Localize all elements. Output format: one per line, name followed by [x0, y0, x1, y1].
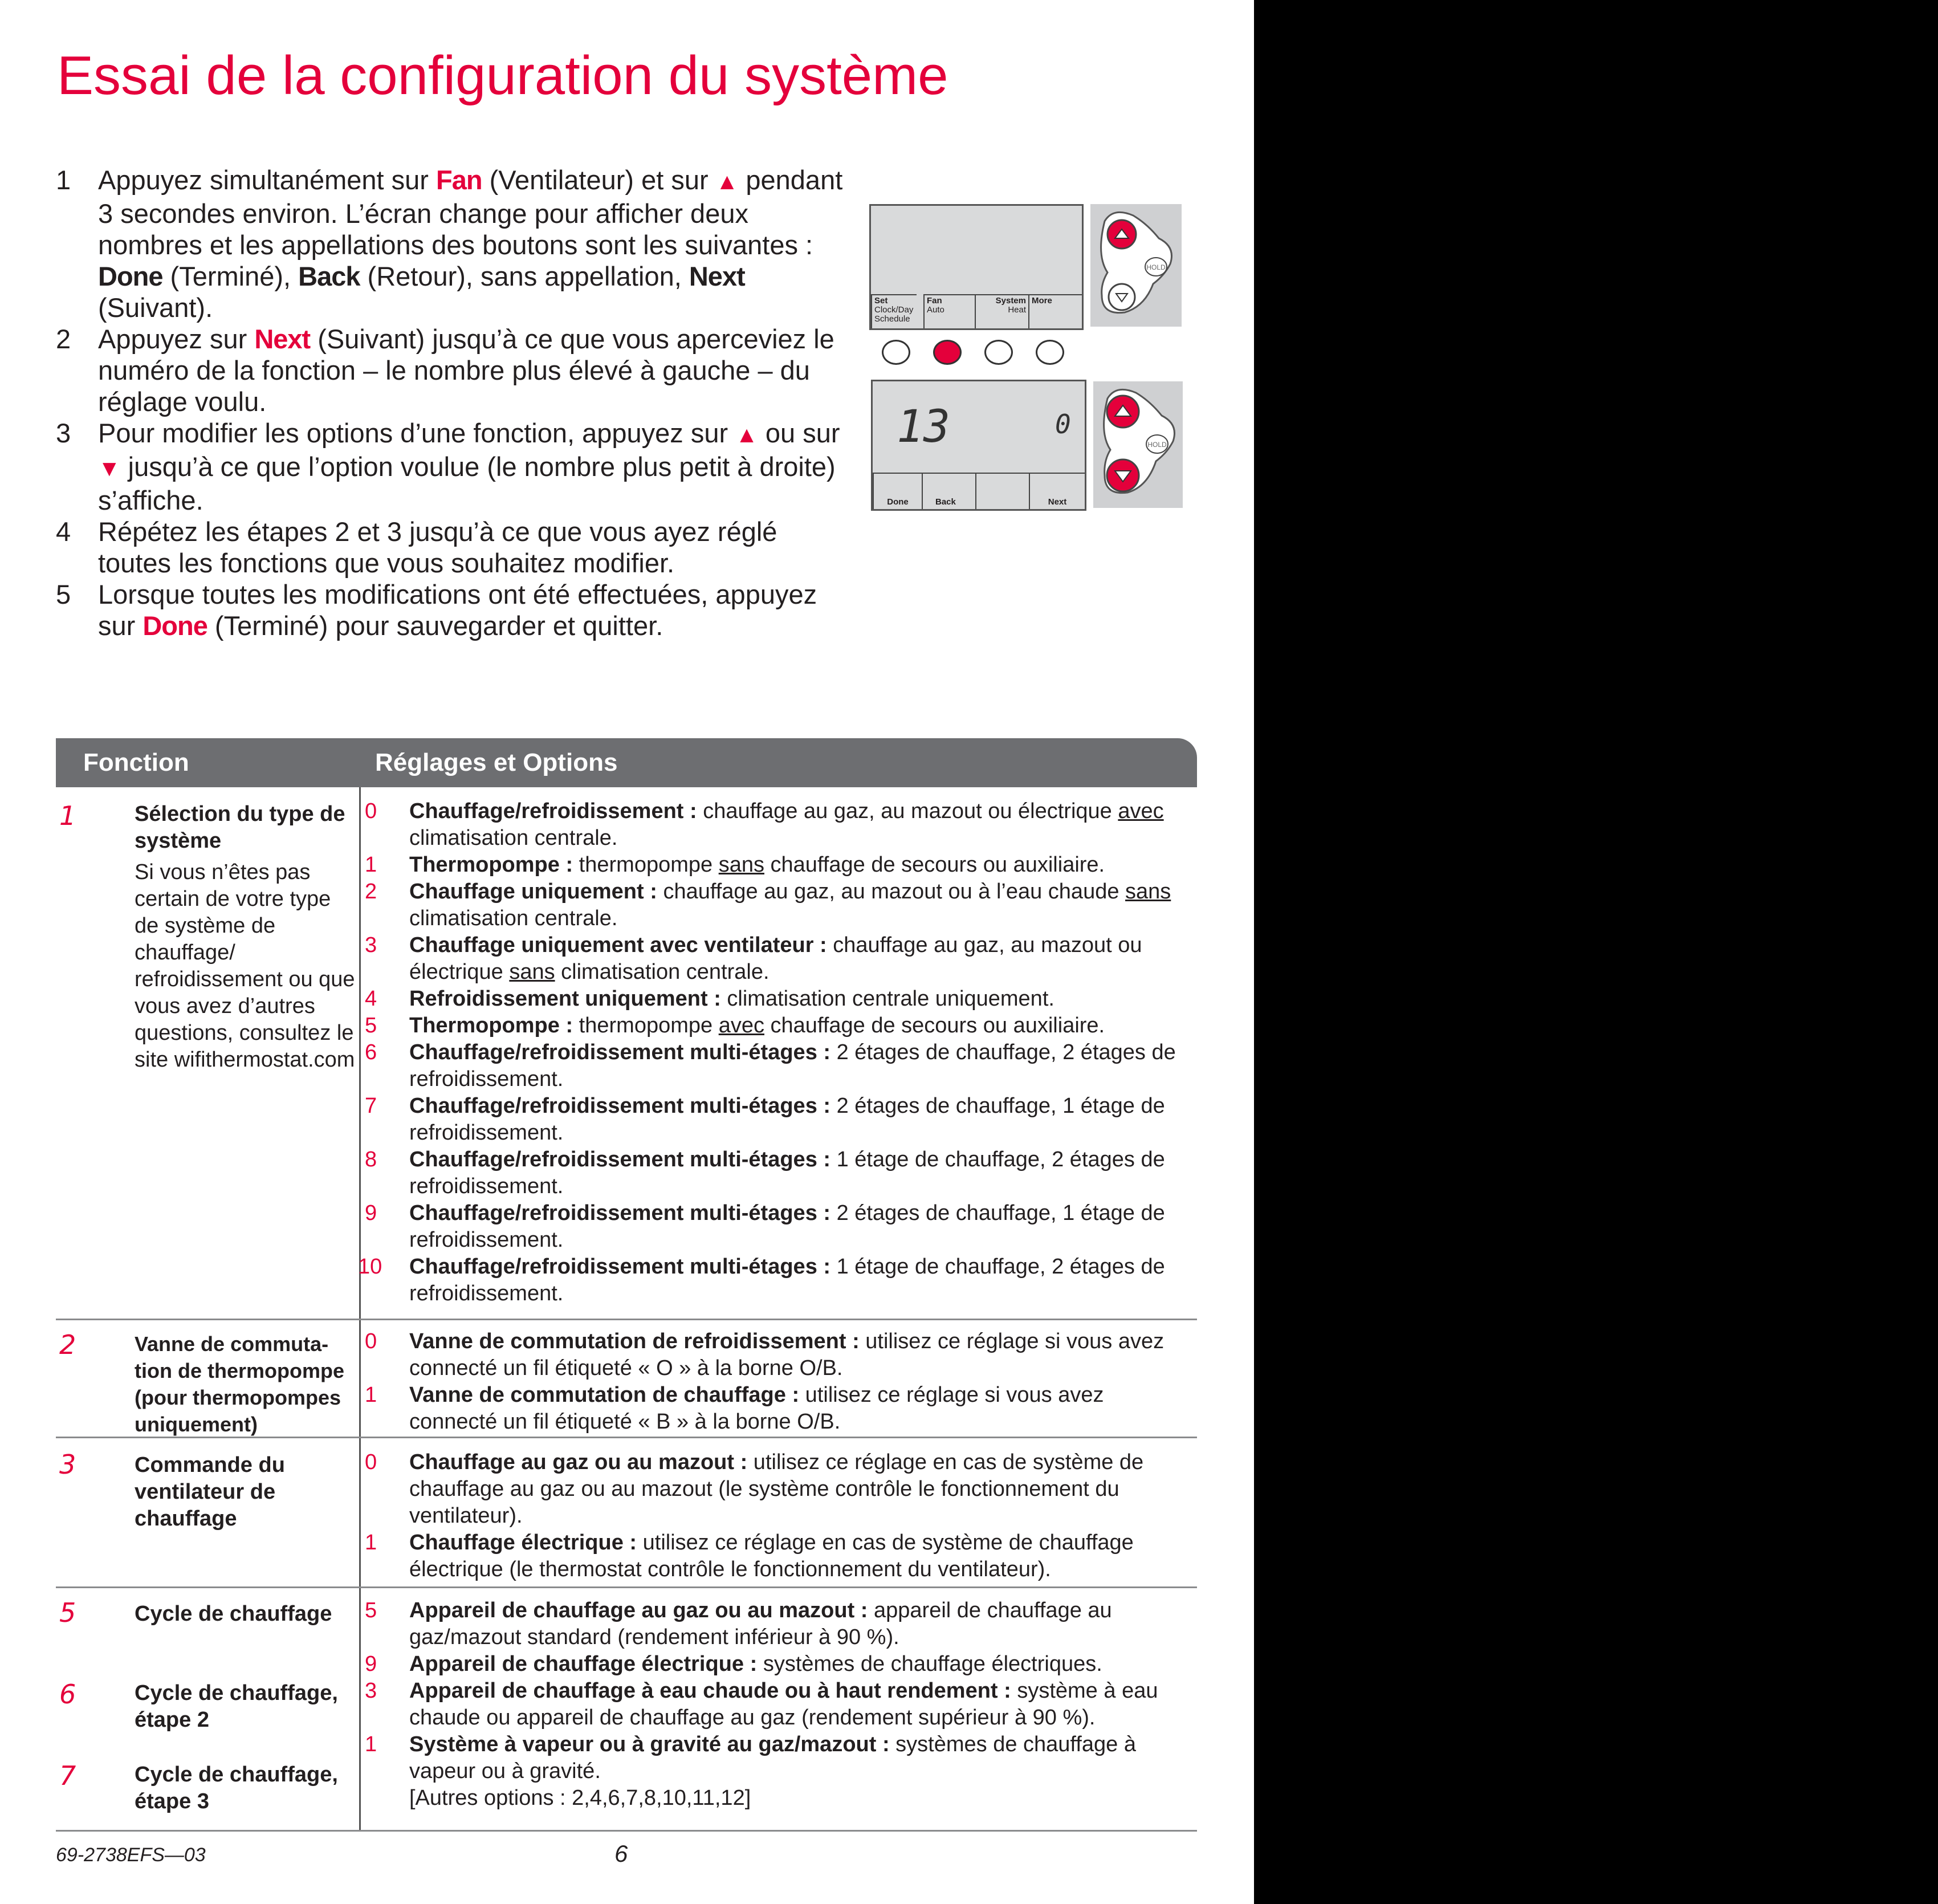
button-pad [1090, 204, 1182, 327]
option-number: 7 [365, 1094, 377, 1118]
option-description: utilisez ce réglage en cas de système de chauffage au gaz ou au mazout (le système contrôle le fonctionnement du ventilateur). [409, 1450, 1144, 1528]
thermostat-screen [871, 380, 1086, 511]
row-divider [56, 1437, 1197, 1438]
option-description: thermopompe avec chauffage de secours ou auxiliaire. [573, 1014, 1105, 1038]
down-button [1109, 284, 1135, 310]
options-list-2 [365, 1328, 1197, 1435]
step-number: 2 [56, 324, 71, 354]
function-name-3: Commande du ventilateur de chauffage [135, 1453, 285, 1531]
option-number: 8 [365, 1148, 377, 1171]
button-keyword: Done [98, 261, 163, 291]
column-divider [359, 787, 361, 1830]
softkey-button-3 [984, 340, 1013, 365]
button-keyword: Done [142, 611, 207, 641]
option-item [365, 852, 1197, 878]
up-arrow-icon: ▲ [735, 422, 758, 447]
option-item [365, 1039, 1197, 1093]
option-label: Vanne de commutation de chauffage : [409, 1383, 800, 1407]
option-label: Chauffage/refroidissement multi-étages : [409, 1255, 831, 1279]
option-item [365, 1200, 1197, 1254]
function-name-6: Cycle de chauffage, étape 2 [135, 1681, 338, 1732]
option-item [365, 878, 1197, 932]
function-number-1: 1 [59, 800, 76, 831]
option-number: 3 [365, 933, 377, 957]
button-keyword: Next [689, 261, 745, 291]
button-keyword: Fan [436, 165, 482, 195]
softkey-fan: Fan Auto [923, 294, 975, 328]
softkey-done: Done [873, 473, 922, 509]
updown-buttons [1090, 204, 1182, 327]
option-item [365, 1093, 1197, 1146]
option-number: 5 [365, 1014, 377, 1038]
svg-text:HOLD: HOLD [1146, 263, 1166, 271]
option-item [365, 798, 1197, 852]
option-label: Appareil de chauffage à eau chaude ou à haut rendement : [409, 1679, 1011, 1703]
option-item [365, 1328, 1197, 1382]
option-description: 2 étages de chauffage, 2 étages de refroidissement. [409, 1040, 1176, 1091]
row-divider [56, 1586, 1197, 1588]
table-header [56, 738, 1197, 787]
steps-list [56, 164, 854, 641]
option-description: système à eau chaude ou appareil de chauffage au gaz (rendement supérieur à 90 %). [409, 1679, 1158, 1730]
option-item [365, 1678, 1197, 1731]
options-list-4 [365, 1597, 1197, 1812]
option-label: Chauffage uniquement : [409, 880, 657, 904]
options-list-3 [365, 1449, 1197, 1583]
col-header-function: Fonction [83, 748, 189, 776]
option-description: thermopompe sans chauffage de secours ou auxiliaire. [573, 853, 1105, 877]
option-item [365, 1449, 1197, 1529]
option-number: 3 [365, 1679, 377, 1703]
option-description: chauffage au gaz, au mazout ou à l’eau chaude sans climatisation centrale. [409, 880, 1171, 930]
option-label: Chauffage électrique : [409, 1531, 637, 1555]
option-item [365, 986, 1197, 1012]
step-item: 5 Lorsque toutes les modifications ont été effectuées, appuyez sur Done (Terminé) pour sauvegarder et quitter. [56, 579, 817, 641]
option-number: 0 [365, 1450, 377, 1474]
option-number: 5 [365, 1598, 377, 1622]
option-description: climatisation centrale uniquement. [720, 987, 1054, 1011]
option-label: Refroidissement uniquement : [409, 987, 721, 1011]
option-label: Chauffage/refroidissement : [409, 799, 697, 823]
option-item [365, 1597, 1197, 1651]
option-item [365, 1146, 1197, 1200]
option-number: 4 [365, 987, 377, 1011]
option-label: Chauffage/refroidissement multi-étages : [409, 1094, 831, 1118]
option-description: systèmes de chauffage électriques. [757, 1652, 1102, 1676]
svg-text:HOLD: HOLD [1147, 441, 1167, 449]
option-label: Système à vapeur ou à gravité au gaz/mazout : [409, 1732, 890, 1756]
option-label: Chauffage/refroidissement multi-étages : [409, 1201, 831, 1225]
softkey-set: Set Clock/Day Schedule [871, 294, 917, 328]
step-item: 3 Pour modifier les options d’une fonction, appuyez sur ▲ ou sur ▼ jusqu’à ce que l’option voulue (le nombre plus petit à droite) s’affiche. [56, 418, 840, 515]
option-number: 1 [365, 1531, 377, 1555]
button-keyword: Next [254, 324, 311, 354]
option-number: 9 [365, 1652, 377, 1676]
option-number: 6 [365, 1040, 377, 1064]
option-description: utilisez ce réglage en cas de système de chauffage électrique (le thermostat contrôle le fonctionnement du ventilateur). [409, 1531, 1134, 1581]
button-pad [1093, 381, 1183, 508]
step-item: 1 Appuyez simultanément sur Fan (Ventilateur) et sur ▲ pendant 3 secondes environ. L’écran change pour afficher deux nombres et les appellations des boutons sont les suivantes : Done (Terminé), Back (Retour), sans appellation, Next (Suivant). [56, 165, 843, 323]
page-title: Essai de la configuration du système [57, 45, 948, 106]
option-number: 1 [365, 853, 377, 877]
option-label: Appareil de chauffage électrique : [409, 1652, 758, 1676]
softkey-button-2 [933, 340, 962, 365]
thermostat-screen [869, 204, 1084, 330]
function-number-7: 7 [59, 1760, 76, 1791]
function-name-5: Cycle de chauffage [135, 1602, 332, 1626]
black-margin [1254, 0, 1938, 1904]
down-arrow-icon: ▼ [98, 456, 121, 481]
option-number: 2 [365, 880, 377, 904]
option-item [365, 932, 1197, 986]
row-divider [56, 1830, 1197, 1832]
softkey-button-4 [1036, 340, 1064, 365]
function-name-7: Cycle de chauffage, étape 3 [135, 1763, 338, 1813]
options-list-1 [358, 798, 1197, 1307]
option-description: systèmes de chauffage à vapeur ou à gravité. [409, 1732, 1136, 1783]
option-description: chauffage au gaz, au mazout ou électrique sans climatisation centrale. [409, 933, 1142, 984]
function-number: 13 [897, 401, 950, 453]
button-keyword: Back [298, 261, 360, 291]
page-number: 6 [614, 1840, 628, 1867]
option-item [365, 1731, 1197, 1785]
option-description: 1 étage de chauffage, 2 étages de refroidissement. [409, 1255, 1165, 1305]
option-number: 0 [365, 1329, 377, 1353]
document-code: 69-2738EFS—03 [56, 1844, 206, 1866]
option-number: 9 [365, 1201, 377, 1225]
option-label: Thermopompe : [409, 1014, 573, 1038]
function-number-6: 6 [59, 1679, 76, 1710]
step-number: 3 [56, 418, 71, 448]
option-description: 2 étages de chauffage, 1 étage de refroidissement. [409, 1201, 1165, 1252]
option-label: Chauffage au gaz ou au mazout : [409, 1450, 748, 1474]
option-description: 2 étages de chauffage, 1 étage de refroidissement. [409, 1094, 1165, 1145]
softkey-system: System Heat [975, 294, 1028, 328]
softkey-more: More [1028, 294, 1082, 328]
option-label: Chauffage/refroidissement multi-étages : [409, 1040, 831, 1064]
option-label: Appareil de chauffage au gaz ou au mazout : [409, 1598, 868, 1622]
updown-buttons [1093, 381, 1183, 508]
option-number: 0 [1055, 409, 1071, 440]
option-description: 1 étage de chauffage, 2 étages de refroidissement. [409, 1148, 1165, 1198]
option-item [365, 1651, 1197, 1678]
option-item [358, 1254, 1197, 1307]
option-description: chauffage au gaz, au mazout ou électrique avec climatisation centrale. [409, 799, 1164, 850]
option-label: Thermopompe : [409, 853, 573, 877]
option-description: utilisez ce réglage si vous avez connecté un fil étiqueté « O » à la borne O/B. [409, 1329, 1165, 1380]
option-number: 1 [365, 1732, 377, 1756]
thermostat-illustration-2 [869, 380, 1183, 511]
option-label: Chauffage uniquement avec ventilateur : [409, 933, 827, 957]
function-name-2: Vanne de commuta-tion de thermopompe (pour thermopompes uniquement) [135, 1332, 344, 1436]
option-description: utilisez ce réglage si vous avez connecté un fil étiqueté « B » à la borne O/B. [409, 1383, 1104, 1434]
softkey-back: Back [922, 473, 975, 509]
softkey-next: Next [1029, 473, 1085, 509]
option-item [365, 1382, 1197, 1435]
option-number: 10 [358, 1255, 382, 1279]
option-description: appareil de chauffage au gaz/mazout standard (rendement inférieur à 90 %). [409, 1598, 1112, 1649]
step-number: 4 [56, 516, 71, 547]
softkey-button-1 [882, 340, 910, 365]
softkey-blank [975, 473, 1029, 509]
step-item: 2 Appuyez sur Next (Suivant) jusqu’à ce que vous aperceviez le numéro de la fonction – le nombre plus élevé à gauche – du réglage voulu. [56, 324, 834, 417]
option-number: 0 [365, 799, 377, 823]
step-number: 5 [56, 579, 71, 609]
up-arrow-icon: ▲ [715, 169, 739, 194]
other-options: [Autres options : 2,4,6,7,8,10,11,12] [409, 1786, 751, 1810]
row-divider [56, 1319, 1197, 1320]
function-number-5: 5 [59, 1597, 76, 1628]
step-number: 1 [56, 165, 71, 195]
option-label: Vanne de commutation de refroidissement : [409, 1329, 860, 1353]
function-name-1: Sélection du type de système Si vous n’êtes pas certain de votre type de système de chauffage/ refroidissement ou que vous avez d’autres questions, consultez le site wifithermostat.com [135, 802, 355, 1072]
col-header-settings: Réglages et Options [375, 748, 618, 776]
option-number: 1 [365, 1383, 377, 1407]
step-item: 4 Répétez les étapes 2 et 3 jusqu’à ce que vous ayez réglé toutes les fonctions que vous souhaitez modifier. [56, 516, 777, 578]
function-number-3: 3 [59, 1449, 76, 1480]
thermostat-illustration-1 [869, 204, 1183, 372]
function-number-2: 2 [59, 1329, 76, 1360]
option-item [365, 1529, 1197, 1583]
option-label: Chauffage/refroidissement multi-étages : [409, 1148, 831, 1171]
option-item [365, 1012, 1197, 1039]
